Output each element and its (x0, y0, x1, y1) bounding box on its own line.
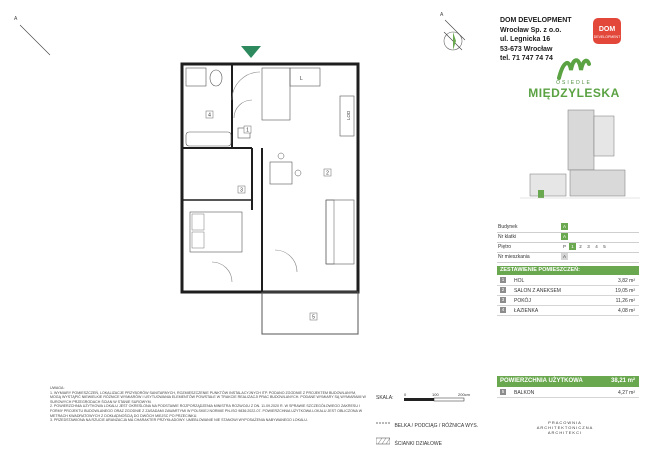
sofa-back (326, 200, 334, 264)
chair-icon (295, 170, 301, 176)
svg-text:4: 4 (208, 112, 211, 119)
total-area-bar (497, 376, 639, 387)
company-entity: Wrocław Sp. z o.o. (500, 26, 562, 34)
floor-row: Piętro P 1 2 3 4 5 (497, 242, 639, 253)
note-line: 3. PRZEDSTAWIONA NA RZUCIE ARANŻACJA MA CHARAKTER PRZYKŁADOWY. UMEBLOWANIE NIE STANOWI WYPOSAŻENIA NABYWANEGO LOKALU. (50, 418, 308, 423)
company-city: 53-673 Wrocław (500, 45, 553, 53)
rooms-title: ZESTAWIENIE POMIESZCZEŃ: (497, 266, 639, 275)
wardrobe-label: L (300, 76, 303, 82)
room-row-1: 1 HOL 3,82 m² (497, 276, 639, 286)
dining-table (270, 162, 292, 184)
legend-partitions: ŚCIANKI DZIAŁOWE (394, 441, 442, 447)
bathtub (186, 132, 231, 146)
total-area-label: POWIERZCHNIA UŻYTKOWA (500, 378, 583, 384)
toilet-icon (210, 70, 222, 86)
room-row-3: 3 POKÓJ 11,26 m² (497, 296, 639, 306)
unit-value: A (562, 254, 566, 259)
note-line: 2. POWIERZCHNIA UŻYTKOWA LOKALU JEST OKREŚLONA NA PODSTAWIE ROZPORZĄDZENIA MINISTRA ROZWOJU Z DN. 11.09.2020 R. W SPRAWIE SZCZEGÓŁOWEGO ZAKRESU I FORMY PROJEKTU BUDOWLANEGO ORAZ ZGODNIE Z ZASADAMI ZAWARTYMI W POLSKIEJ NORMIE PN-ISO 9836:2022-07. POWIERZCHNIA UŻYTKOWA LOKALU JEST OBLICZONA W METRACH KWADRATOWYCH Z DOKŁADNOŚCIĄ DO DWÓCH MIEJSC PO PRZECINKU. (50, 404, 363, 418)
entrance-arrow-icon (241, 46, 261, 58)
door-swing-balcony (275, 250, 297, 272)
estate-name: MIĘDZYLESKA (528, 86, 620, 100)
estate-logo-mark (557, 54, 591, 80)
stair-row: Nr klatki A (497, 232, 639, 243)
unit-location-marker (538, 190, 544, 198)
company-phone: tel. 71 747 74 74 (500, 55, 553, 62)
balcony-row: 5 BALKON 4,27 m² (497, 388, 639, 398)
svg-text:5: 5 (312, 314, 315, 321)
notes-block (50, 386, 368, 423)
total-area-value: 38,21 m² (610, 378, 635, 384)
pillow-icon (192, 214, 204, 230)
room-marker-2 (324, 169, 331, 177)
svg-text:3: 3 (240, 187, 243, 194)
chair-icon (278, 153, 284, 159)
building-value: A (562, 224, 566, 229)
stair-value: A (562, 234, 566, 239)
section-marker-left (14, 16, 50, 55)
room-row-2: 2 SALON Z ANEKSEM 19,05 m² (497, 286, 639, 296)
section-label-left: A (14, 16, 18, 22)
pillow-icon (192, 232, 204, 248)
room-marker-3 (238, 186, 245, 194)
company-name: DOM DEVELOPMENT (500, 17, 572, 24)
estate-prefix: OSIEDLE (556, 80, 592, 86)
legend-beam: BELKA / PODCIĄG / RÓŻNICA WYS. (394, 423, 479, 429)
svg-text:2: 2 (326, 170, 329, 177)
unit-row: Nr mieszkania A (497, 252, 639, 263)
room-row-4: 4 ŁAZIENKA 4,08 m² (497, 306, 639, 316)
svg-text:100: 100 (432, 392, 439, 397)
legend (376, 414, 491, 450)
section-label-right: A (440, 12, 444, 18)
notes-title: UWAGA: (50, 386, 65, 390)
room-marker-4 (206, 111, 213, 119)
scale-label: SKALA: (376, 395, 394, 401)
door-swing-bathroom (234, 100, 252, 118)
scale-bar (402, 390, 492, 408)
sofa (326, 200, 354, 264)
partition-legend-icon (376, 437, 390, 445)
svg-text:0: 0 (404, 392, 407, 397)
estate-logo (520, 54, 628, 100)
fridge-label: LOD (346, 110, 351, 120)
site-plan-thumbnail (520, 108, 640, 218)
room-marker-5 (310, 313, 317, 321)
dom-development-logo: DOM DEVELOPMENT (593, 18, 621, 44)
svg-text:1: 1 (246, 127, 249, 134)
door-swing-entrance (232, 72, 260, 100)
room-marker-1 (244, 126, 251, 134)
note-line: 1. WYMIARY POMIESZCZEŃ, LOKALIZACJE PRZYBORÓW SANITARNYCH, ROZMIESZCZENIE PUNKTÓW INSTALACYJNYCH ITP. PODANO ZGODNIE Z PROJEKTEM BUDOWLANYM, MOGĄ WYSTĄPIĆ NIEWIELKIE RÓŻNICE WYMIARÓW I USYTUOWANIA ELEMENTÓW POWSTAŁE W TRAKCIE REALIZACJI PRAC BUDOWLANYCH. PODANE WYMIARY SĄ WYMIARAMI W SUROWYCH PRZEGRODACH ŚCIAN W STANIE SUROWYM. (50, 390, 366, 404)
svg-text:200cm: 200cm (458, 392, 471, 397)
kitchen-counter (262, 68, 290, 120)
compass-icon (438, 26, 468, 56)
architects-logo: PRACOWNIA ARCHITEKTONICZNA ARCHITEKCI (536, 420, 594, 435)
washing-machine (186, 68, 206, 86)
building-row: Budynek A (497, 222, 639, 233)
wardrobe (290, 68, 320, 86)
company-street: ul. Legnicka 16 (500, 36, 551, 43)
beam-legend-icon (376, 419, 390, 427)
door-swing-bedroom (212, 262, 232, 282)
